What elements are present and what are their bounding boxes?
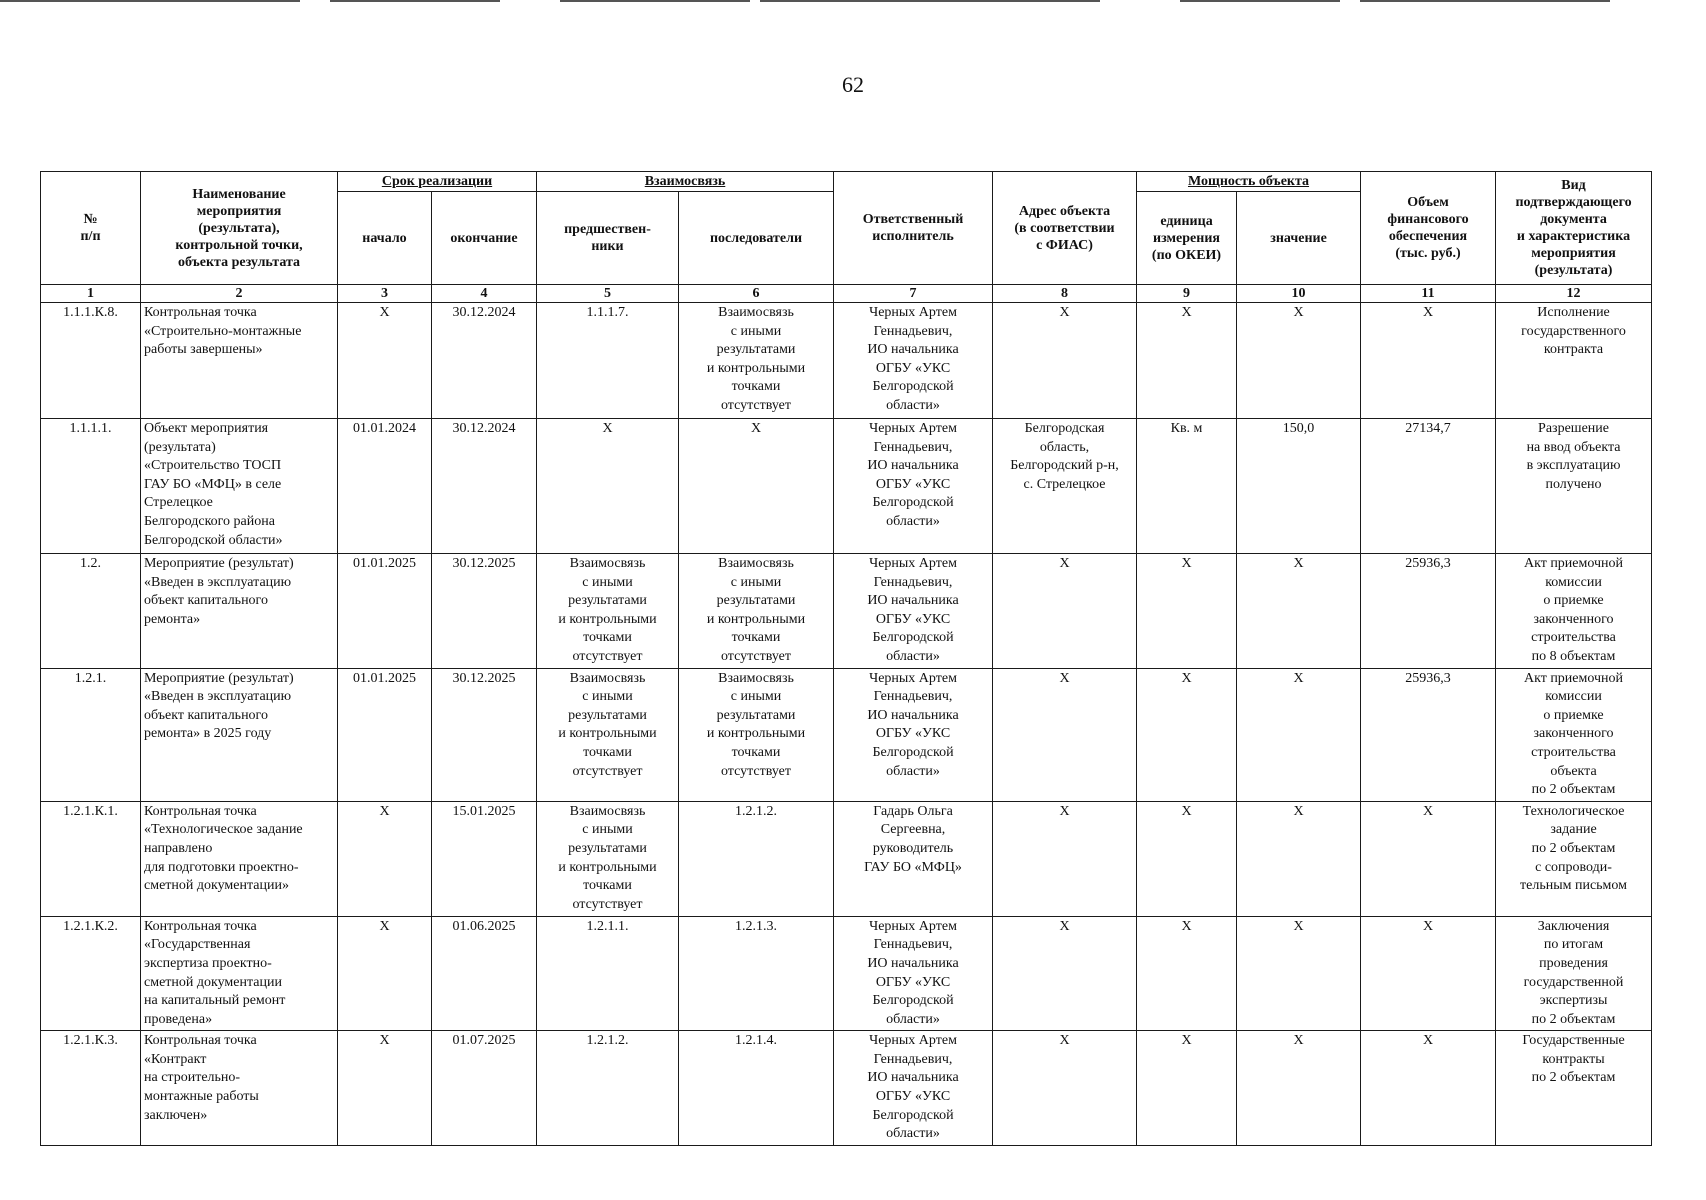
cell-predecessors: 1.2.1.2. <box>537 1031 679 1146</box>
cell-financing: 27134,7 <box>1361 419 1496 554</box>
column-number: 11 <box>1361 285 1496 303</box>
cell-name: Контрольная точка «Строительно-монтажные работы завершены» <box>141 303 338 419</box>
cell-num: 1.1.1.К.8. <box>41 303 141 419</box>
cell-unit: Кв. м <box>1137 419 1237 554</box>
cell-address: Х <box>993 668 1137 801</box>
cell-start: Х <box>338 916 432 1031</box>
cell-responsible: Черных Артем Геннадьевич, ИО начальника ОГБУ «УКС Белгородской области» <box>834 668 993 801</box>
page-number: 62 <box>842 72 864 97</box>
header-name: Наименование мероприятия (результата), контрольной точки, объекта результата <box>141 172 338 285</box>
cell-end: 30.12.2024 <box>432 419 537 554</box>
column-number: 2 <box>141 285 338 303</box>
cell-num: 1.2.1.К.3. <box>41 1031 141 1146</box>
column-number: 8 <box>993 285 1137 303</box>
header-predecessors: предшествен- ники <box>537 192 679 285</box>
cell-start: 01.01.2025 <box>338 554 432 669</box>
cell-responsible: Гадарь Ольга Сергеевна, руководитель ГАУ БО «МФЦ» <box>834 801 993 916</box>
cell-end: 01.06.2025 <box>432 916 537 1031</box>
cell-end: 30.12.2025 <box>432 554 537 669</box>
table-row <box>41 554 1652 669</box>
cell-successors: Взаимосвязь с иными результатами и контрольными точками отсутствует <box>679 668 834 801</box>
column-number: 10 <box>1237 285 1361 303</box>
cell-successors: Взаимосвязь с иными результатами и контрольными точками отсутствует <box>679 554 834 669</box>
cell-name: Контрольная точка «Государственная экспертиза проектно- сметной документации на капитальный ремонт проведена» <box>141 916 338 1031</box>
cell-responsible: Черных Артем Геннадьевич, ИО начальника ОГБУ «УКС Белгородской области» <box>834 419 993 554</box>
cell-value: Х <box>1237 303 1361 419</box>
column-number: 9 <box>1137 285 1237 303</box>
cell-predecessors: Х <box>537 419 679 554</box>
cell-value: Х <box>1237 801 1361 916</box>
cell-value: Х <box>1237 554 1361 669</box>
cell-name: Контрольная точка «Технологическое задание направлено для подготовки проектно- сметной документации» <box>141 801 338 916</box>
cell-name: Контрольная точка «Контракт на строительно- монтажные работы заключен» <box>141 1031 338 1146</box>
header-group-link: Взаимосвязь <box>537 172 834 192</box>
plan-table <box>40 171 1652 1146</box>
cell-end: 30.12.2025 <box>432 668 537 801</box>
column-number: 6 <box>679 285 834 303</box>
cell-address: Х <box>993 1031 1137 1146</box>
table-row <box>41 303 1652 419</box>
cell-address: Х <box>993 554 1137 669</box>
cell-name: Мероприятие (результат) «Введен в эксплуатацию объект капитального ремонта» в 2025 году <box>141 668 338 801</box>
cell-value: Х <box>1237 668 1361 801</box>
cell-start: 01.01.2025 <box>338 668 432 801</box>
cell-address: Х <box>993 916 1137 1031</box>
cell-unit: Х <box>1137 303 1237 419</box>
cell-document: Разрешение на ввод объекта в эксплуатацию получено <box>1496 419 1652 554</box>
header-value: значение <box>1237 192 1361 285</box>
header-successors: последователи <box>679 192 834 285</box>
cell-unit: Х <box>1137 801 1237 916</box>
cell-predecessors: Взаимосвязь с иными результатами и контрольными точками отсутствует <box>537 801 679 916</box>
cell-document: Технологическое задание по 2 объектам с сопроводи- тельным письмом <box>1496 801 1652 916</box>
cell-num: 1.2.1. <box>41 668 141 801</box>
cell-address: Белгородская область, Белгородский р-н, с. Стрелецкое <box>993 419 1137 554</box>
table-row <box>41 668 1652 801</box>
cell-num: 1.1.1.1. <box>41 419 141 554</box>
cell-unit: Х <box>1137 668 1237 801</box>
cell-predecessors: 1.1.1.7. <box>537 303 679 419</box>
cell-unit: Х <box>1137 554 1237 669</box>
cell-financing: Х <box>1361 303 1496 419</box>
cell-document: Акт приемочной комиссии о приемке законченного строительства по 8 объектам <box>1496 554 1652 669</box>
cell-financing: Х <box>1361 916 1496 1031</box>
column-number: 5 <box>537 285 679 303</box>
cell-predecessors: 1.2.1.1. <box>537 916 679 1031</box>
cell-predecessors: Взаимосвязь с иными результатами и контрольными точками отсутствует <box>537 554 679 669</box>
cell-responsible: Черных Артем Геннадьевич, ИО начальника ОГБУ «УКС Белгородской области» <box>834 916 993 1031</box>
cell-financing: 25936,3 <box>1361 554 1496 669</box>
table-body <box>41 303 1652 1146</box>
cell-address: Х <box>993 801 1137 916</box>
cell-value: 150,0 <box>1237 419 1361 554</box>
cell-successors: 1.2.1.4. <box>679 1031 834 1146</box>
cell-predecessors: Взаимосвязь с иными результатами и контрольными точками отсутствует <box>537 668 679 801</box>
table-header <box>41 172 1652 303</box>
table-row <box>41 801 1652 916</box>
cell-successors: Х <box>679 419 834 554</box>
cell-responsible: Черных Артем Геннадьевич, ИО начальника ОГБУ «УКС Белгородской области» <box>834 1031 993 1146</box>
cell-num: 1.2. <box>41 554 141 669</box>
column-number: 3 <box>338 285 432 303</box>
header-start: начало <box>338 192 432 285</box>
header-group-power: Мощность объекта <box>1137 172 1361 192</box>
cell-start: Х <box>338 801 432 916</box>
column-number: 4 <box>432 285 537 303</box>
cell-successors: 1.2.1.3. <box>679 916 834 1031</box>
column-number: 1 <box>41 285 141 303</box>
cell-unit: Х <box>1137 916 1237 1031</box>
header-num: № п/п <box>41 172 141 285</box>
cell-num: 1.2.1.К.2. <box>41 916 141 1031</box>
table-row <box>41 419 1652 554</box>
cell-value: Х <box>1237 1031 1361 1146</box>
column-number: 12 <box>1496 285 1652 303</box>
cell-financing: Х <box>1361 1031 1496 1146</box>
column-number-row <box>41 285 1652 303</box>
cell-financing: 25936,3 <box>1361 668 1496 801</box>
cell-name: Объект мероприятия (результата) «Строительство ТОСП ГАУ БО «МФЦ» в селе Стрелецкое Белгородского района Белгородской области» <box>141 419 338 554</box>
cell-start: Х <box>338 303 432 419</box>
cell-end: 15.01.2025 <box>432 801 537 916</box>
cell-successors: Взаимосвязь с иными результатами и контрольными точками отсутствует <box>679 303 834 419</box>
cell-document: Государственные контракты по 2 объектам <box>1496 1031 1652 1146</box>
scan-top-edge <box>0 0 1706 4</box>
header-unit: единица измерения (по ОКЕИ) <box>1137 192 1237 285</box>
header-end: окончание <box>432 192 537 285</box>
header-address: Адрес объекта (в соответствии с ФИАС) <box>993 172 1137 285</box>
cell-address: Х <box>993 303 1137 419</box>
header-responsible: Ответственный исполнитель <box>834 172 993 285</box>
header-financing: Объем финансового обеспечения (тыс. руб.) <box>1361 172 1496 285</box>
cell-name: Мероприятие (результат) «Введен в эксплуатацию объект капитального ремонта» <box>141 554 338 669</box>
cell-document: Исполнение государственного контракта <box>1496 303 1652 419</box>
cell-end: 01.07.2025 <box>432 1031 537 1146</box>
cell-start: 01.01.2024 <box>338 419 432 554</box>
cell-num: 1.2.1.К.1. <box>41 801 141 916</box>
cell-responsible: Черных Артем Геннадьевич, ИО начальника ОГБУ «УКС Белгородской области» <box>834 554 993 669</box>
cell-unit: Х <box>1137 1031 1237 1146</box>
cell-responsible: Черных Артем Геннадьевич, ИО начальника ОГБУ «УКС Белгородской области» <box>834 303 993 419</box>
cell-document: Акт приемочной комиссии о приемке законченного строительства объекта по 2 объектам <box>1496 668 1652 801</box>
cell-start: Х <box>338 1031 432 1146</box>
table-row <box>41 916 1652 1031</box>
cell-document: Заключения по итогам проведения государственной экспертизы по 2 объектам <box>1496 916 1652 1031</box>
header-document: Вид подтверждающего документа и характеристика мероприятия (результата) <box>1496 172 1652 285</box>
cell-end: 30.12.2024 <box>432 303 537 419</box>
header-group-period: Срок реализации <box>338 172 537 192</box>
table-row <box>41 1031 1652 1146</box>
cell-successors: 1.2.1.2. <box>679 801 834 916</box>
column-number: 7 <box>834 285 993 303</box>
cell-financing: Х <box>1361 801 1496 916</box>
cell-value: Х <box>1237 916 1361 1031</box>
